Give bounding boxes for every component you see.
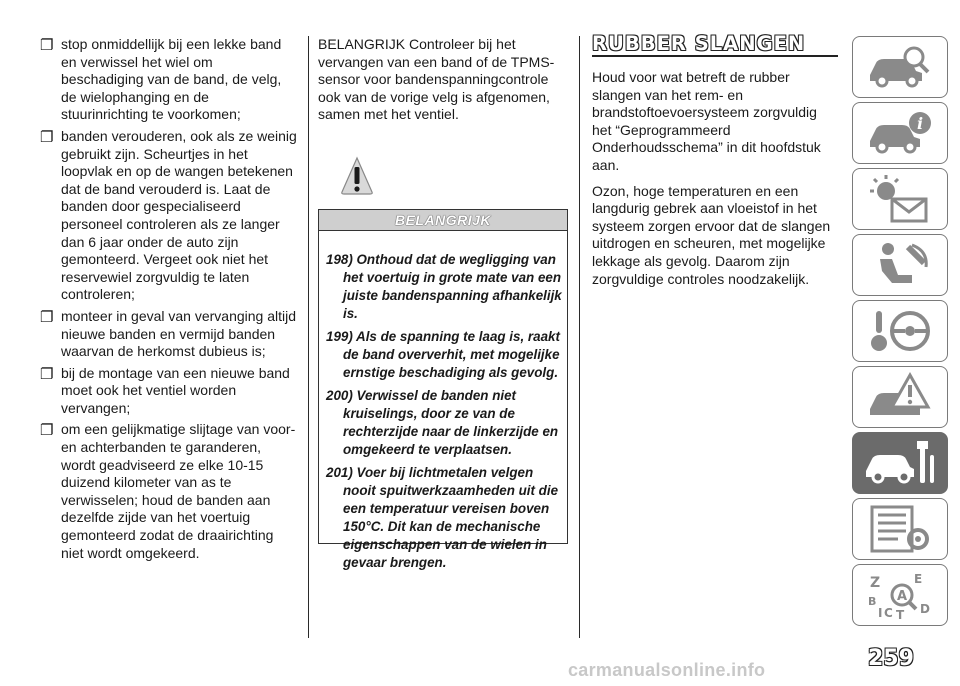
car-info-icon <box>862 107 938 159</box>
tab-specifications[interactable] <box>852 498 948 560</box>
column-divider <box>308 36 309 638</box>
specifications-list-icon <box>862 503 938 555</box>
tab-car-search[interactable] <box>852 36 948 98</box>
bullet-text: bij de montage van een nieuwe band moet ook het ventiel worden vervangen; <box>61 364 290 416</box>
svg-text:i: i <box>916 114 924 133</box>
key-steering-wheel-icon <box>862 305 938 357</box>
svg-text:B: B <box>868 595 877 608</box>
checkbox-bullet: ❐ <box>40 37 54 54</box>
checkbox-bullet: ❐ <box>40 365 54 383</box>
watermark: carmanualsonline.info <box>568 660 766 680</box>
tab-warning-lights[interactable] <box>852 168 948 230</box>
body-paragraph: Ozon, hoge temperaturen en een langdurig gebrek aan vloeistof in het systeem zorgen ervoor dat de slangen uitdrogen en scheuren, met mogelijke lekkage als gevolg. Daarom zijn zorgvuldige controles noodzakelijk. <box>592 182 831 287</box>
car-wrench-icon <box>862 437 938 489</box>
important-notes-box <box>318 209 568 570</box>
alphabetical-index-icon <box>862 569 938 621</box>
seat-airbag-icon <box>862 239 938 291</box>
note-item: 199) Als de spanning te laag is, raakt de band oververhit, met mogelijke ernstige beschadiging als gevolg. <box>326 328 560 380</box>
svg-text:C: C <box>884 606 893 620</box>
svg-text:D: D <box>920 602 930 616</box>
bullet-item <box>40 308 298 361</box>
svg-text:A: A <box>897 589 908 604</box>
note-item: 200) Verwissel de banden niet kruiselings, door ze van de rechterzijde naar de linkerzijde en omgekeerd te verplaatsen. <box>326 387 559 457</box>
bullet-item <box>40 36 298 124</box>
bullet-item <box>40 421 298 562</box>
column-divider <box>579 36 580 638</box>
warning-light-mail-icon <box>862 173 938 225</box>
tab-emergency[interactable] <box>852 366 948 428</box>
car-search-icon <box>862 41 938 93</box>
tpms-intro-text: BELANGRIJK Controleer bij het vervangen van een band of de TPMS-sensor voor bandenspanningcontrole ook van de vorige velg is afgenomen, samen met het ventiel. <box>318 36 555 123</box>
bullet-text: monteer in geval van vervanging altijd nieuwe banden en vermijd banden waarvan de herkomst dubieus is; <box>61 307 297 360</box>
tab-starting-driving[interactable] <box>852 300 948 362</box>
bullet-text: banden verouderen, ook als ze weinig gebruikt zijn. Scheurtjes in het loopvlak en op de wangen betekenen dat de band verouderd is. Laat de banden door gespecialiseerd personeel controleren als ze langer dan 6 jaar onder de auto zijn gemonteerd. Vergeet ook niet het reservewiel zorgvuldig te laten controleren; <box>61 127 297 303</box>
svg-text:I: I <box>878 606 883 620</box>
section-title: RUBBER SLANGEN <box>592 32 806 55</box>
bullet-text: om een gelijkmatige slijtage van voor- en achterbanden te garanderen, wordt geadviseerd ze elke 10-15 duizend kilometer van as te verwisselen; houd de banden aan dezelfde zijde van het voertuig gemonteerd zodat de draairichting niet wordt omgekeerd. <box>61 421 296 561</box>
right-column <box>592 32 840 296</box>
note-item: 201) Voer bij lichtmetalen velgen nooit spuitwerkzaamheden uit die een temperatuur vereisen boven 150°C. Dit kan de mechanische eigenschappen van de wielen in gevaar brengen. <box>326 464 559 570</box>
car-breakdown-icon <box>862 371 938 423</box>
important-notes-list <box>319 231 567 572</box>
left-column <box>40 36 298 566</box>
note-item: 198) Onthoud dat de wegligging van het voertuig in grote mate van een juiste bandenspanning afhankelijk is. <box>326 251 562 321</box>
tab-index[interactable] <box>852 564 948 626</box>
tab-maintenance[interactable] <box>852 432 948 494</box>
bullet-item <box>40 128 298 304</box>
tab-safety[interactable] <box>852 234 948 296</box>
bullet-item <box>40 365 298 418</box>
checkbox-bullet: ❐ <box>40 128 54 146</box>
chapter-tabs <box>852 36 948 630</box>
body-paragraph: Houd voor wat betreft de rubber slangen van het rem- en brandstoftoevoersysteem zorgvuldig het “Geprogrammeerd Onderhoudsschema” in dit hoofdstuk aan. <box>592 69 821 173</box>
svg-text:Z: Z <box>870 575 881 591</box>
bullet-text: stop onmiddellijk bij een lekke band en verwissel het wiel om beschadiging van de band, de velg, de wielophanging en de stuurinrichting te voorkomen; <box>61 36 282 123</box>
svg-text:E: E <box>914 572 923 586</box>
warning-triangle-icon <box>340 156 374 196</box>
important-box-title: BELANGRIJK <box>319 210 567 231</box>
title-underline <box>592 55 838 57</box>
middle-column <box>318 36 570 570</box>
page-number: 259 <box>868 646 914 671</box>
tab-car-info[interactable] <box>852 102 948 164</box>
svg-text:T: T <box>896 608 905 621</box>
checkbox-bullet: ❐ <box>40 308 54 326</box>
checkbox-bullet: ❐ <box>40 422 54 440</box>
